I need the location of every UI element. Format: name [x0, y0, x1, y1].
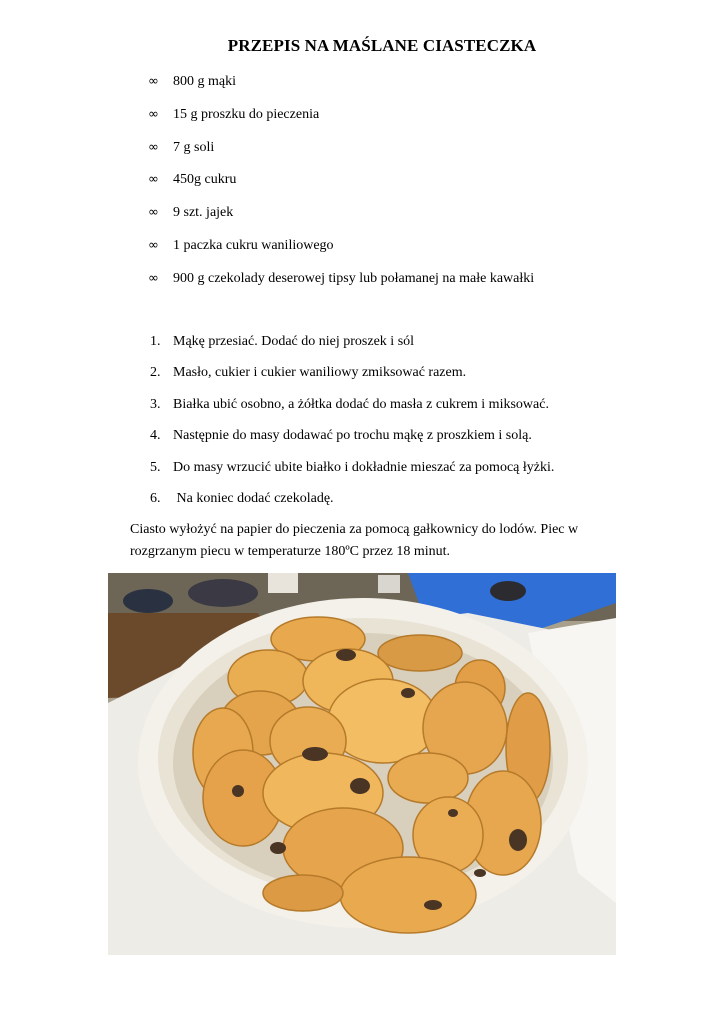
step-text: Na koniec dodać czekoladę.	[173, 490, 334, 506]
infinity-bullet-icon: ∞	[148, 205, 159, 221]
list-item	[148, 105, 534, 138]
infinity-bullet-icon: ∞	[148, 172, 159, 188]
list-item	[148, 269, 534, 302]
step-text: Białka ubić osobno, a żółtka dodać do masła z cukrem i miksować.	[173, 396, 549, 412]
list-item	[150, 458, 554, 489]
ingredient-text: 1 paczka cukru waniliowego	[173, 237, 334, 253]
paragraph-line: rozgrzanym piecu w temperaturze 180ºC przez 18 minut.	[130, 544, 450, 559]
infinity-bullet-icon: ∞	[148, 139, 159, 155]
list-item	[150, 426, 554, 457]
step-text: Masło, cukier i cukier waniliowy zmiksować razem.	[173, 365, 467, 381]
list-item	[148, 72, 534, 105]
step-text: Mąkę przesiać. Dodać do niej proszek i sól	[173, 334, 415, 349]
list-item	[150, 395, 554, 426]
baking-instructions	[130, 519, 620, 563]
ingredient-text: 900 g czekolady deserowej tipsy lub połamanej na małe kawałki	[173, 270, 535, 286]
ingredients-list	[148, 72, 534, 302]
step-number: 5.	[150, 459, 161, 475]
list-item	[148, 138, 534, 171]
infinity-bullet-icon: ∞	[148, 106, 159, 122]
ingredient-text: 7 g soli	[173, 139, 215, 155]
step-number: 2.	[150, 365, 161, 381]
ingredient-text: 9 szt. jajek	[173, 205, 234, 221]
ingredient-text: 15 g proszku do pieczenia	[173, 106, 320, 122]
infinity-bullet-icon: ∞	[148, 237, 159, 253]
cookies-photo	[108, 573, 616, 955]
paragraph-line: Ciasto wyłożyć na papier do pieczenia za pomocą gałkownicy do lodów. Piec w	[130, 522, 579, 537]
infinity-bullet-icon: ∞	[148, 270, 159, 286]
step-number: 4.	[150, 428, 161, 444]
cookies-photo-illustration	[108, 573, 616, 955]
list-item	[148, 203, 534, 236]
ingredient-text: 450g cukru	[173, 172, 237, 188]
recipe-title: PRZEPIS NA MAŚLANE CIASTECZKA	[227, 36, 537, 55]
list-item	[150, 489, 554, 520]
step-number: 1.	[150, 334, 161, 349]
step-text: Do masy wrzucić ubite białko i dokładnie mieszać za pomocą łyżki.	[173, 459, 555, 475]
list-item	[148, 170, 534, 203]
list-item	[150, 332, 554, 363]
infinity-bullet-icon: ∞	[148, 74, 159, 89]
list-item	[150, 363, 554, 394]
step-number: 6.	[150, 490, 161, 506]
ingredient-text: 800 g mąki	[173, 74, 236, 89]
step-text: Następnie do masy dodawać po trochu mąkę z proszkiem i solą.	[173, 428, 532, 444]
steps-list	[150, 332, 554, 520]
step-number: 3.	[150, 396, 161, 412]
list-item	[148, 236, 534, 269]
